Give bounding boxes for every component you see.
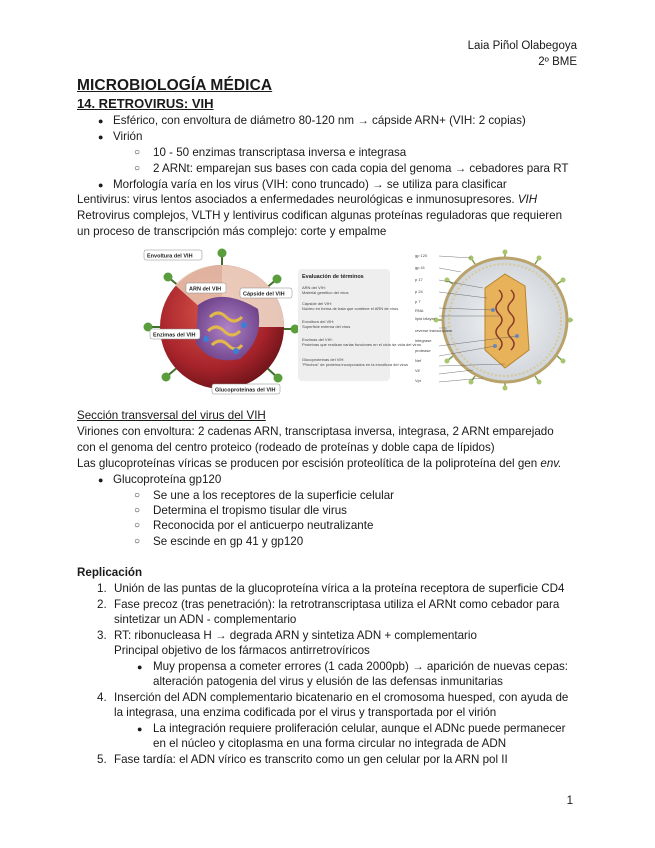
diagram-label: p 7	[415, 299, 421, 304]
paragraph-lentivirus	[77, 192, 537, 207]
paragraph-glycoproteins	[77, 456, 561, 471]
intro-item-2: Virión	[113, 130, 143, 143]
bullet-icon: ●	[98, 132, 104, 142]
bullet-icon: ●	[137, 724, 143, 734]
replication-step-1: Unión de las puntas de la glucoproteína vírica a la proteína receptora de superficie CD4	[114, 582, 565, 595]
sub-bullet-icon: ○	[134, 536, 141, 547]
paragraph-line: un proceso de transcripción más complejo: corte y empalme	[77, 225, 387, 238]
legend-desc: Material genético del virus	[302, 290, 349, 295]
diagram-label: protease	[415, 348, 431, 353]
paragraph-text: Lentivirus: virus lentos asociados a enfermedades neurológicas e inmunosupresores.	[77, 193, 518, 206]
diagram-label: reverse transcriptase	[415, 328, 453, 333]
hiv-cross-section-figure	[413, 250, 573, 392]
diagram-label: RNA	[415, 308, 424, 313]
paragraph-line: con el genoma del centro proteico (rodeado de proteínas y doble capa de lípidos)	[77, 441, 495, 454]
bullet-icon: ●	[98, 116, 104, 126]
legend-term: Glucoproteínas del VIH:	[302, 357, 345, 362]
gp120-item: Glucoproteína gp120	[113, 473, 222, 486]
label-capsid: Cápside del VIH	[243, 291, 285, 298]
legend-term: Cápside del VIH:	[302, 301, 333, 306]
sub-bullet-icon: ○	[134, 163, 141, 174]
cross-section-title: Sección transversal del virus del VIH	[77, 409, 266, 422]
sub-bullet-icon: ○	[134, 490, 141, 501]
diagram-label: Vif	[415, 368, 420, 373]
document-title: MICROBIOLOGÍA MÉDICA	[77, 77, 273, 94]
list-number: 2.	[97, 598, 107, 611]
gp120-subitem-1: Se une a los receptores de la superficie celular	[153, 489, 395, 502]
replication-step-2-cont: sintetizar un ADN - complementario	[114, 613, 297, 626]
diagram-label: gp 120	[415, 253, 428, 258]
list-number: 1.	[97, 582, 107, 595]
bullet-icon: ●	[98, 475, 104, 485]
replication-step-3-note: Muy propensa a cometer errores (1 cada 2000pb) → aparición de nuevas cepas:	[153, 660, 569, 673]
gp120-subitem-3: Reconocida por el anticuerpo neutralizante	[153, 519, 374, 532]
replication-step-4-cont: la integrasa, una enzima codificada por el virus y transportada por el virión	[114, 706, 497, 719]
diagram-label: lipid bilayer	[415, 316, 436, 321]
sub-bullet-icon: ○	[134, 505, 141, 516]
bullet-icon: ●	[98, 180, 104, 190]
list-number: 3.	[97, 629, 107, 642]
legend-term: Envoltura del VIH:	[302, 319, 335, 324]
sub-bullet-icon: ○	[134, 520, 141, 531]
section-title: 14. RETROVIRUS: VIH	[77, 96, 214, 111]
legend-title: Evaluación de términos	[302, 274, 364, 280]
italic-text: env.	[540, 457, 562, 470]
replication-step-3: RT: ribonucleasa H → degrada ARN y sintetiza ADN + complementario	[114, 629, 477, 642]
intro-item-1: Esférico, con envoltura de diámetro 80-120 nm → cápside ARN+ (VIH: 2 copias)	[113, 114, 526, 127]
gp120-subitem-4: Se escinde en gp 41 y gp120	[153, 535, 304, 548]
paragraph-text: Las glucoproteínas víricas se producen por escisión proteolítica de la poliproteína del gen	[77, 457, 541, 470]
diagram-label: p 17	[415, 277, 423, 282]
header-author: Laia Piñol Olabegoya	[467, 40, 577, 52]
legend-desc: Proteínas que realizan varias funciones en el ciclo de vida del virus	[302, 342, 421, 347]
legend-desc: Superficie externa del virus	[302, 324, 351, 329]
diagram-label: gp 41	[415, 265, 426, 270]
diagram-label: Nef	[415, 358, 422, 363]
replication-title: Replicación	[77, 566, 143, 579]
replication-step-4-note-cont: en el núcleo y citoplasma en una forma circular no integrada de ADN	[153, 737, 507, 750]
legend-desc: Núcleo en forma de bala que contiene el ARN de virus	[302, 306, 399, 311]
list-number: 4.	[97, 691, 107, 704]
sub-bullet-icon: ○	[134, 147, 141, 158]
legend-term: Enzimas del VIH:	[302, 337, 333, 342]
paragraph-line: Retrovirus complejos, VLTH y lentivirus codifican algunas proteínas reguladoras que requieren	[77, 209, 563, 222]
replication-step-5: Fase tardía: el ADN vírico es transcrito como un gen celular por la ARN pol II	[114, 753, 508, 766]
label-rna: ARN del VIH	[189, 286, 222, 293]
label-envelope: Envoltura del VIH	[147, 253, 193, 260]
header-course: 2º BME	[538, 56, 577, 68]
diagram-label: integrase	[415, 338, 432, 343]
legend-desc: "Pinchos" de proteína incorporados en la envoltura del virus	[302, 362, 409, 367]
page-number: 1	[566, 795, 573, 807]
label-glycoproteins: Glucoproteínas del VIH	[215, 387, 276, 394]
bullet-icon: ●	[137, 662, 143, 672]
replication-step-4-note: La integración requiere proliferación celular, aunque el ADNc puede permanecer	[153, 722, 566, 735]
replication-step-2: Fase precoz (tras penetración): la retrotranscriptasa utiliza el ARNt como cebador para	[114, 598, 560, 611]
paragraph-line: Viriones con envoltura: 2 cadenas ARN, transcriptasa inversa, integrasa, 2 ARNt emparejado	[77, 425, 554, 438]
label-enzymes: Enzimas del VIH	[153, 332, 196, 339]
italic-text: VIH	[517, 193, 538, 206]
intro-subitem-1: 10 - 50 enzimas transcriptasa inversa e integrasa	[153, 146, 407, 159]
diagram-label: Vpr	[415, 378, 422, 383]
intro-subitem-2: 2 ARNt: emparejan sus bases con cada copia del genoma → cebadores para RT	[153, 162, 569, 175]
replication-step-3-cont: Principal objetivo de los fármacos antirretrovíricos	[114, 644, 370, 657]
replication-step-4: Inserción del ADN complementario bicatenario en el cromosoma huesped, con ayuda de	[114, 691, 569, 704]
legend-term: ARN del VIH:	[302, 285, 326, 290]
intro-item-3: Morfología varía en los virus (VIH: cono truncado) → se utiliza para clasificar	[113, 178, 507, 191]
capsid-cone-shape	[485, 274, 529, 368]
list-number: 5.	[97, 753, 107, 766]
replication-step-3-note-cont: alteración patogenia del virus y elusión de las defensas inmunitarias	[153, 675, 503, 688]
diagram-label: p 24	[415, 289, 423, 294]
gp120-subitem-2: Determina el tropismo tisular dle virus	[153, 504, 347, 517]
